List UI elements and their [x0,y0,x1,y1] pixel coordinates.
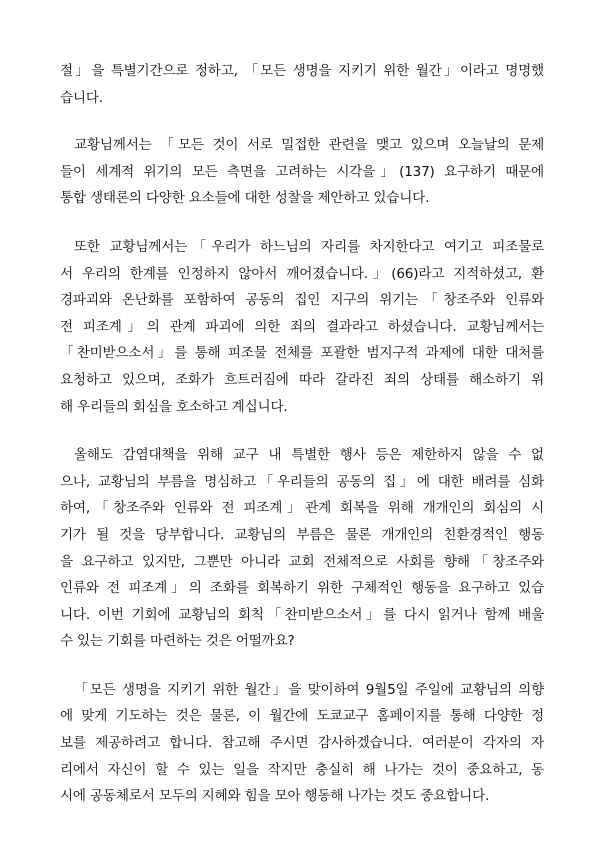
document-page [60,58,544,832]
paragraph-2 [60,132,544,212]
paragraph-1 [60,58,544,111]
text-line: 수 있는 기회를 마련하는 것은 어떨까요? [60,633,295,650]
text-line: 기가 될 것을 당부합니다. 교황님의 부름은 물론 개개인의 친환경적인 행동 [60,526,544,543]
text-line: 보를 제공하려고 합니다. 참고해 주시면 감사하겠습니다. 여러분이 각자의 자 [60,735,544,752]
paragraph-4 [60,442,544,655]
text-line: 요청하고 있으며, 조화가 흐트러짐에 따라 갈라진 죄의 상태를 해소하기 위 [60,371,544,388]
text-line: 시에 공동체로서 모두의 지혜와 힘을 모아 행동해 나가는 것도 중요합니다. [60,788,490,805]
paragraph-3 [60,234,544,420]
text-line: 「모든 생명을 지키기 위한 월간」을 맞이하여 9월5일 주일에 교황님의 의향 [74,681,544,698]
text-line: 경파괴와 온난화를 포함하여 공동의 집인 지구의 위기는「창조주와 인류와 [60,292,544,309]
text-line: 올해도 감염대책을 위해 교구 내 특별한 행사 등은 제한하지 않을 수 없 [74,447,544,464]
text-line: 절」을 특별기간으로 정하고, 「모든 생명을 지키기 위한 월간」이라고 명명했 [60,63,544,79]
text-line: 으나, 교황님의 부름을 명심하고「우리들의 공동의 집」에 대한 배려를 심화 [60,473,544,490]
paragraph-5 [60,677,544,810]
text-line: 습니다. [60,89,103,106]
text-line: 니다. 이번 기회에 교황님의 회칙「찬미받으소서」를 다시 읽거나 함께 배울 [60,606,544,623]
text-line: 「찬미받으소서」를 통해 피조물 전체를 포괄한 범지구적 과제에 대한 대처를 [60,345,544,362]
text-line: 서 우리의 한계를 인정하지 않아서 깨어졌습니다.」(66)라고 지적하셨고, 환 [60,265,544,282]
text-line: 인류와 전 피조계」의 조화를 회복하기 위한 구체적인 행동을 요구하고 있습 [60,580,544,597]
text-line: 들이 세계적 위기의 모든 측면을 고려하는 시각을」(137) 요구하기 때문에 [60,163,544,180]
text-line: 전 피조계」의 관계 파괴에 의한 죄의 결과라고 하셨습니다. 교황님께서는 [60,318,544,335]
text-line: 또한 교황님께서는「우리가 하느님의 자리를 차지한다고 여기고 피조물로 [74,238,544,255]
text-line: 리에서 자신이 할 수 있는 일을 작지만 충실히 해 나가는 것이 중요하고, 동 [60,761,544,778]
text-line: 교황님께서는 「모든 것이 서로 밀접한 관련을 맺고 있으며 오늘날의 문제 [74,137,544,154]
text-line: 을 요구하고 있지만, 그뿐만 아니라 교회 전체적으로 사회를 향해「창조주와 [60,553,544,570]
text-line: 에 맞게 기도하는 것은 물론, 이 월간에 도쿄교구 홈페이지를 통해 다양한 정 [60,708,544,725]
text-line: 해 우리들의 회심을 호소하고 계십니다. [60,398,288,415]
text-line: 하여,「창조주와 인류와 전 피조계」관계 회복을 위해 개개인의 회심의 시 [60,500,544,517]
text-line: 통합 생태론의 다양한 요소들에 대한 성찰을 제안하고 있습니다. [60,190,430,207]
